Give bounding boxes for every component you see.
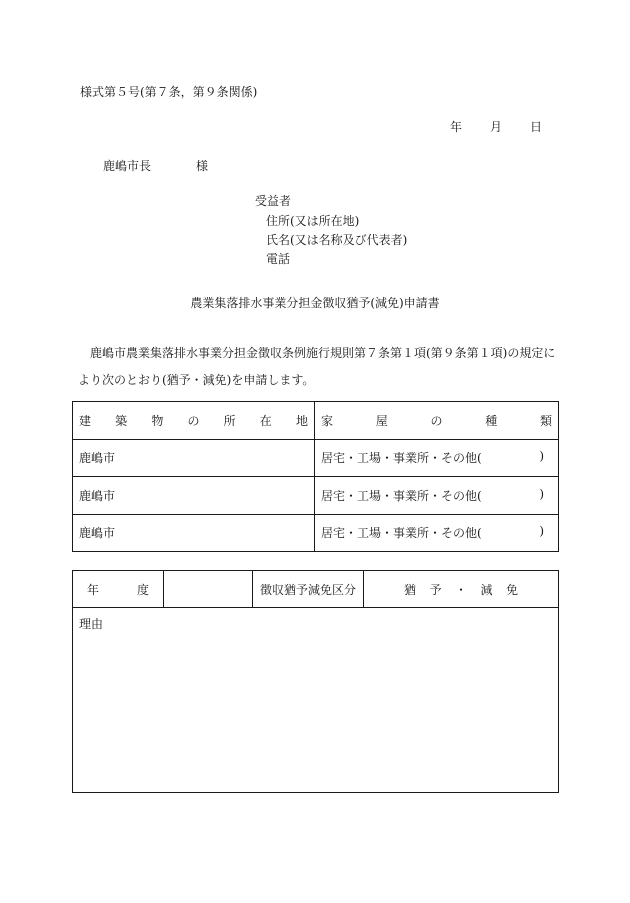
- category-char: 猶: [404, 582, 417, 597]
- category-options[interactable]: [364, 571, 559, 608]
- header-char: 築: [115, 413, 128, 428]
- header-char: の: [187, 413, 200, 428]
- header-char: の: [430, 413, 443, 428]
- kind-cell[interactable]: [315, 514, 559, 552]
- year-label: [73, 571, 164, 608]
- applicant-phone-label: 電話: [266, 252, 291, 266]
- body-line-2: より次のとおり(猶予・減免)を申請します。: [78, 373, 315, 387]
- category-label: 徴収猶予減免区分: [253, 571, 364, 608]
- body-text: [78, 340, 558, 394]
- header-char: 家: [321, 413, 334, 428]
- addressee-name: 鹿嶋市長: [103, 159, 152, 173]
- document-title: 農業集落排水事業分担金徴収猶予(減免)申請書: [190, 296, 440, 310]
- year-value-cell[interactable]: [164, 571, 253, 608]
- header-kind: [315, 402, 559, 440]
- table-row: [73, 477, 559, 515]
- table-row: [73, 439, 559, 477]
- table-row: [73, 514, 559, 552]
- reason-row: [73, 608, 559, 793]
- addressee-honorific: 様: [196, 159, 209, 173]
- header-location: [73, 402, 315, 440]
- kind-close: ): [539, 524, 544, 539]
- building-table: [72, 401, 559, 552]
- year-char: 度: [136, 582, 149, 597]
- location-cell[interactable]: 鹿嶋市: [73, 439, 315, 477]
- category-char: 免: [505, 582, 518, 597]
- applicant-address-label: 住所(又は所在地): [266, 214, 360, 228]
- date-line: [450, 118, 542, 135]
- header-char: 所: [223, 413, 236, 428]
- kind-options: 居宅・工場・事業所・その他(: [321, 526, 482, 541]
- header-char: 屋: [375, 413, 388, 428]
- building-table-header: [73, 402, 559, 440]
- header-char: 類: [539, 413, 552, 428]
- reason-cell[interactable]: [73, 608, 559, 793]
- year-char: 年: [87, 582, 100, 597]
- date-month: 月: [490, 120, 503, 134]
- category-char: 予: [429, 582, 442, 597]
- location-cell[interactable]: 鹿嶋市: [73, 514, 315, 552]
- category-char: ・: [454, 582, 467, 597]
- date-year: 年: [450, 120, 463, 134]
- header-char: 種: [485, 413, 498, 428]
- kind-cell[interactable]: [315, 439, 559, 477]
- detail-table: [72, 570, 559, 793]
- kind-cell[interactable]: [315, 477, 559, 515]
- location-cell[interactable]: 鹿嶋市: [73, 477, 315, 515]
- header-char: 建: [79, 413, 92, 428]
- kind-options: 居宅・工場・事業所・その他(: [321, 451, 482, 466]
- form-number: 様式第５号(第７条，第９条関係): [80, 85, 258, 99]
- body-line-1: 鹿嶋市農業集落排水事業分担金徴収条例施行規則第７条第１項(第９条第１項)の規定に: [90, 346, 556, 360]
- header-char: 物: [151, 413, 164, 428]
- detail-header-row: [73, 571, 559, 608]
- applicant-name-label: 氏名(又は名称及び代表者): [266, 233, 408, 247]
- header-char: 地: [295, 413, 308, 428]
- kind-close: ): [539, 449, 544, 464]
- header-char: 在: [259, 413, 272, 428]
- category-char: 減: [480, 582, 493, 597]
- kind-close: ): [539, 486, 544, 501]
- date-day: 日: [530, 120, 543, 134]
- reason-label: 理由: [79, 617, 104, 631]
- applicant-label: 受益者: [255, 194, 292, 208]
- kind-options: 居宅・工場・事業所・その他(: [321, 488, 482, 503]
